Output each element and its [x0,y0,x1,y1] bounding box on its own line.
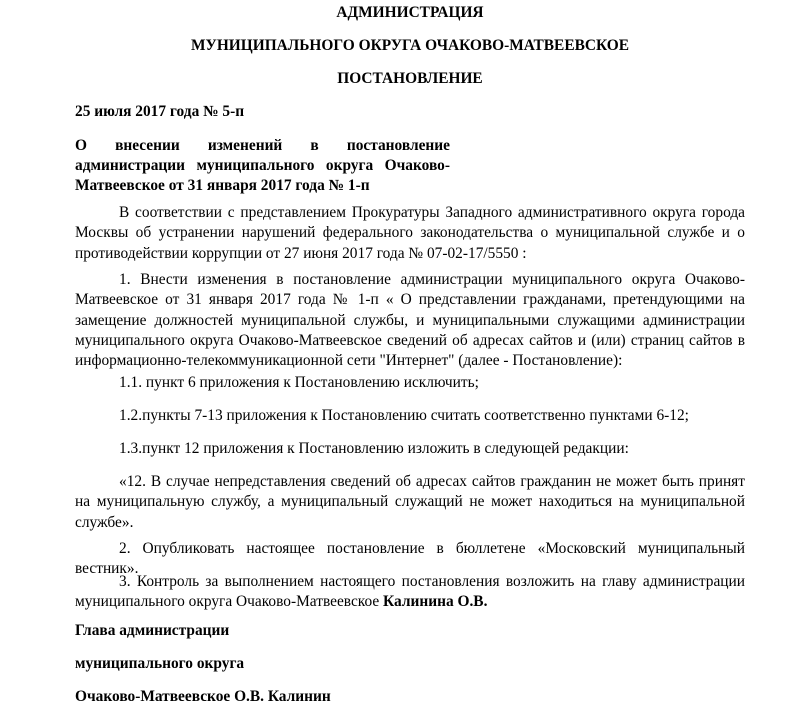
item-1-3-paragraph: 1.3.пункт 12 приложения к Постановлению изложить в следующей редакции: [119,440,629,457]
signature-line3: Очаково-Матвеевское О.В. Калинин [75,688,331,705]
date-number-line: 25 июля 2017 года № 5-п [75,103,245,120]
org-title-line1: АДМИНИСТРАЦИЯ [336,4,484,21]
signature-line2: муниципального округа [75,655,245,672]
org-title-line2: МУНИЦИПАЛЬНОГО ОКРУГА ОЧАКОВО-МАТВЕЕВСКОЕ [191,37,629,54]
item-1-1-paragraph: 1.1. пункт 6 приложения к Постановлению исключить; [119,374,479,391]
item-12-quote-paragraph: «12. В случае непредставления сведений об адресах сайтов гражданин не может быть принят на муниципальную службу, а муниципальный служащий не может находиться на муниципальной службе». [75,473,745,531]
item-2-paragraph: 2. Опубликовать настоящее постановление в бюллетене «Московский муниципальный вестник». [75,540,745,578]
item-3-text: 3. Контроль за выполнением настоящего постановления возложить на главу администрации муниципального округа Очаково-Матвеевское [75,573,745,611]
preamble-paragraph: В соответствии с представлением Прокуратуры Западного административного округа города Москвы об устранении нарушений федерального законодательства о муниципальной службе и о противодействии коррупции от 27 июня 2017 года № 07-02-17/5550 : [75,204,745,262]
item-1-paragraph: 1. Внести изменения в постановление администрации муниципального округа Очаково-Матвеевское от 31 января 2017 года № 1-п « О представлении гражданами, претендующими на замещение должностей муниципальной службы, и муниципальными служащими администрации муниципального округа Очаково-Матвеевское сведений об адресах сайтов и (или) страниц сайтов в информационно-телекоммуникационной сети "Интернет" (далее - Постановление): [75,271,745,370]
responsible-person-name: Калинина О.В. [383,593,488,611]
item-3-paragraph [75,572,745,613]
item-1-2-paragraph: 1.2.пункты 7-13 приложения к Постановлению считать соответственно пунктами 6-12; [119,407,689,424]
document-type-title: ПОСТАНОВЛЕНИЕ [337,70,483,87]
document-subject: О внесении изменений в постановление администрации муниципального округа Очаково-Матвеевское от 31 января 2017 года № 1-п [75,137,450,194]
signature-line1: Глава администрации [75,622,230,639]
